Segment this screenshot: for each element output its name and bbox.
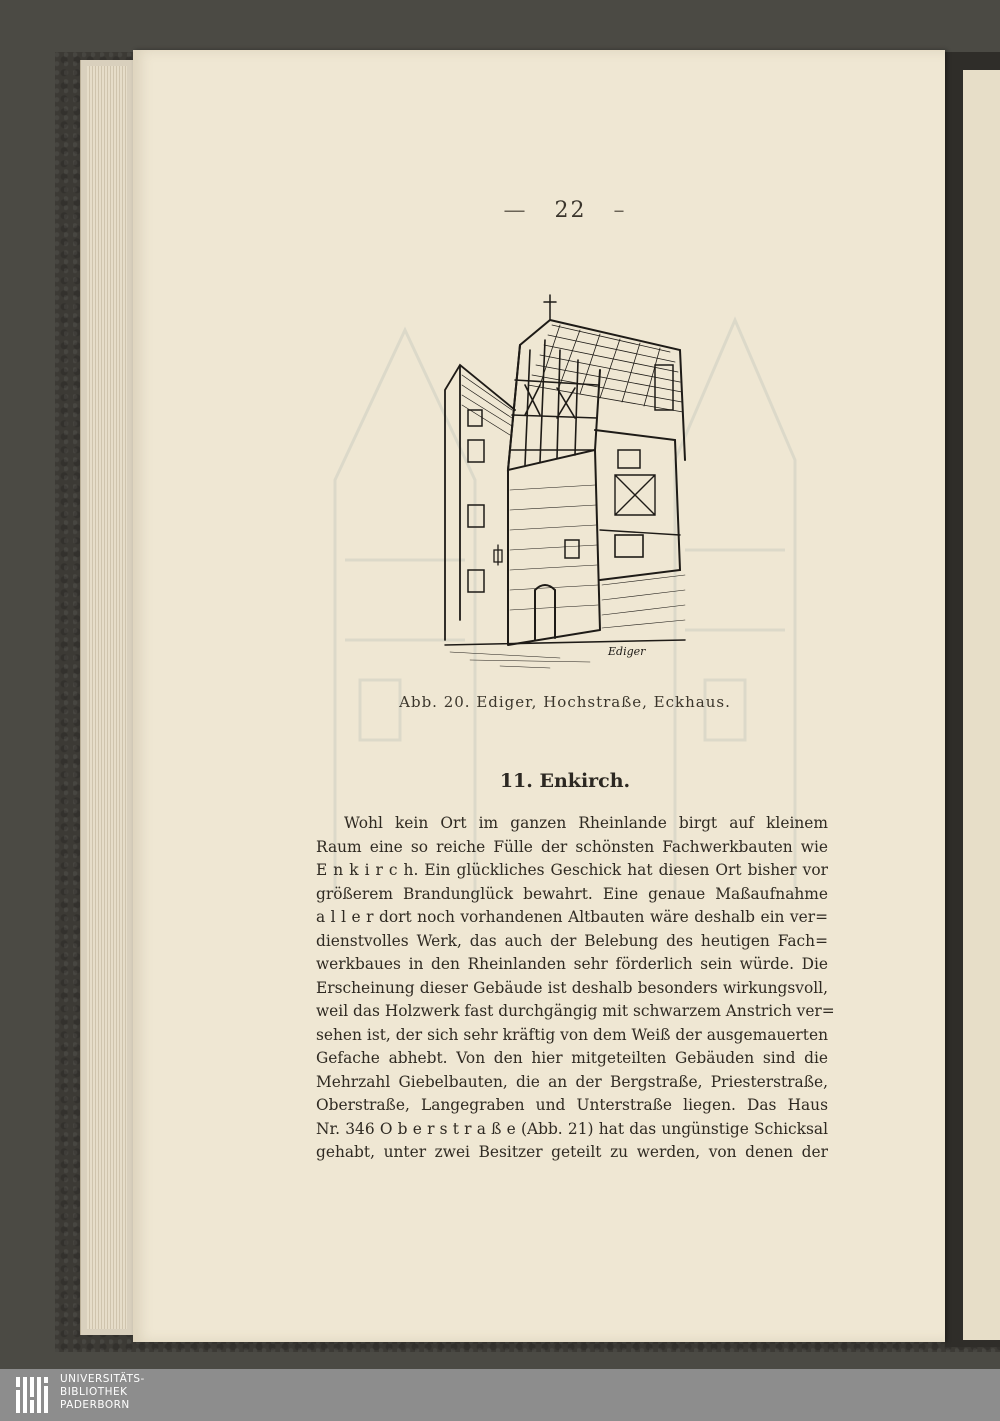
- house-illustration: [440, 290, 690, 670]
- page-number-dash-left: —: [503, 198, 528, 223]
- library-name-line2: BIBLIOTHEK: [60, 1386, 128, 1398]
- library-logo-icon: [14, 1375, 54, 1415]
- text-line: weil das Holzwerk fast durchgängig mit schwarzem Anstrich ver=: [316, 1002, 835, 1020]
- text-line: E n k i r c h. Ein glückliches Geschick hat diesen Ort bisher vor: [316, 861, 828, 879]
- text-line: werkbaues in den Rheinlanden sehr förderlich sein würde. Die: [316, 955, 828, 973]
- text-line: Mehrzahl Giebelbauten, die an der Bergstraße, Priesterstraße,: [316, 1072, 828, 1091]
- page-number: [0, 198, 1000, 223]
- text-line: Wohl kein Ort im ganzen Rheinlande birgt auf kleinem: [344, 814, 828, 832]
- figure-caption: Abb. 20. Ediger, Hochstraße, Eckhaus.: [399, 693, 731, 711]
- text-line: Raum eine so reiche Fülle der schönsten Fachwerkbauten wie: [316, 837, 828, 856]
- text-line: größerem Brandunglück bewahrt. Eine genaue Maßaufnahme: [316, 884, 828, 903]
- library-name-line1: UNIVERSITÄTS-: [60, 1373, 145, 1385]
- text-line: Oberstraße, Langegraben und Unterstraße liegen. Das Haus: [316, 1096, 828, 1114]
- artist-signature: Ediger: [608, 645, 646, 658]
- text-line: Erscheinung dieser Gebäude ist deshalb besonders wirkungsvoll,: [316, 978, 828, 997]
- house-drawing: [440, 290, 690, 670]
- text-line: Gefache abhebt. Von den hier mitgeteilten Gebäuden sind die: [316, 1049, 828, 1067]
- body-paragraph: [316, 812, 835, 1165]
- text-line: sehen ist, der sich sehr kräftig von dem Weiß der ausgemauerten: [316, 1025, 828, 1044]
- text-line: gehabt, unter zwei Besitzer geteilt zu werden, von denen der: [316, 1143, 828, 1161]
- text-line: Nr. 346 O b e r s t r a ß e (Abb. 21) hat das ungünstige Schicksal: [316, 1119, 828, 1138]
- library-name-line3: PADERBORN: [60, 1399, 130, 1411]
- page-number-dash-right: –: [613, 198, 627, 223]
- section-heading: 11. Enkirch.: [499, 770, 631, 792]
- library-name: [60, 1373, 220, 1412]
- text-line: dienstvolles Werk, das auch der Belebung des heutigen Fach=: [316, 931, 828, 950]
- text-line: a l l e r dort noch vorhandenen Altbauten wäre deshalb ein ver=: [316, 908, 828, 926]
- page-number-value: 22: [554, 198, 587, 223]
